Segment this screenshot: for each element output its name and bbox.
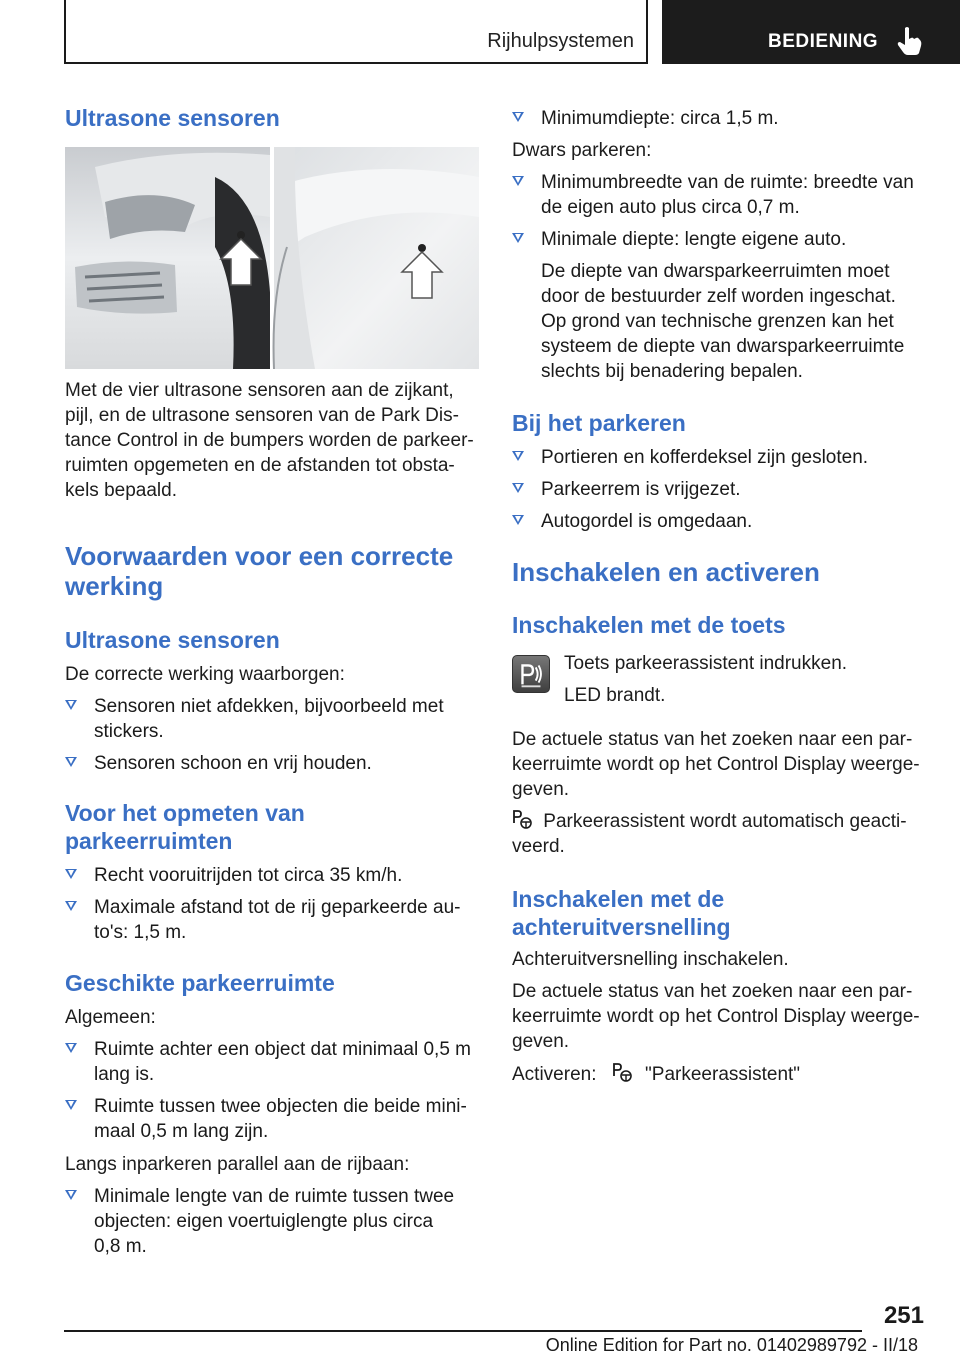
bullet-line: Sensoren schoon en vrij houden. bbox=[94, 753, 372, 774]
intro-line: kels bepaald. bbox=[65, 480, 177, 501]
heading-line: parkeerruimten bbox=[65, 828, 233, 854]
triangle-bullet-icon bbox=[512, 233, 524, 243]
bullet-line: Parkeerrem is vrijgezet. bbox=[541, 479, 741, 500]
bullet-line: Autogordel is omgedaan. bbox=[541, 511, 753, 532]
heading-voorwaarden bbox=[65, 541, 453, 601]
toets-instruction: Toets parkeerassistent indrukken. bbox=[564, 653, 848, 674]
bullet-line: Recht vooruitrijden tot circa 35 km/h. bbox=[94, 865, 403, 886]
triangle-bullet-icon bbox=[65, 1100, 77, 1110]
bullet-line: Minimale diepte: lengte eigene auto. bbox=[541, 229, 847, 250]
park-assist-button-icon bbox=[512, 655, 550, 693]
bullet-line: Minimumdiepte: circa 1,5 m. bbox=[541, 108, 779, 129]
footer-divider bbox=[64, 1330, 862, 1332]
ultrasonic-sensor-illustration bbox=[65, 147, 479, 369]
chapter-title: BEDIENING bbox=[768, 31, 879, 52]
footer-edition: Online Edition for Part no. 01402989792 - II/18 bbox=[545, 1335, 918, 1355]
status-line: De actuele status van het zoeken naar een par- bbox=[512, 981, 913, 1002]
bullet-line: lang is. bbox=[94, 1064, 155, 1085]
heading-line: Voorwaarden voor een correcte bbox=[65, 541, 454, 571]
pointing-hand-icon bbox=[896, 26, 922, 56]
heading-line: Voor het opmeten van bbox=[65, 800, 305, 826]
heading-opmeten bbox=[65, 799, 305, 855]
heading-ultrasone-sensoren-2: Ultrasone sensoren bbox=[65, 627, 280, 653]
bullet-line: Portieren en kofferdeksel zijn gesloten. bbox=[541, 447, 869, 468]
bullet-line: de eigen auto plus circa 0,7 m. bbox=[541, 197, 800, 218]
status-paragraph-2 bbox=[512, 979, 942, 1054]
heading-geschikte-parkeerruimte: Geschikte parkeerruimte bbox=[65, 970, 335, 996]
bullet-line: Ruimte tussen twee objecten die beide mini- bbox=[94, 1096, 467, 1117]
bullet-note-line: Op grond van technische grenzen kan het bbox=[541, 311, 894, 332]
intro-paragraph bbox=[65, 378, 485, 503]
auto-activation-line: veerd. bbox=[512, 836, 565, 857]
intro-line: pijl, en de ultrasone sensoren van de Park Dis- bbox=[65, 405, 459, 426]
bullet-note-line: door de bestuurder zelf worden ingeschat. bbox=[541, 286, 896, 307]
achteruit-paragraph: Achteruitversnelling inschakelen. bbox=[512, 949, 789, 970]
bullet-line: Maximale afstand tot de rij geparkeerde au- bbox=[94, 897, 461, 918]
led-status-text: LED brandt. bbox=[564, 685, 666, 706]
algemeen-paragraph: Algemeen: bbox=[65, 1007, 156, 1028]
bullet-line: stickers. bbox=[94, 721, 164, 742]
langs-paragraph: Langs inparkeren parallel aan de rijbaan: bbox=[65, 1154, 410, 1175]
header-section-box bbox=[64, 0, 648, 64]
triangle-bullet-icon bbox=[65, 901, 77, 911]
triangle-bullet-icon bbox=[65, 757, 77, 767]
section-title: Rijhulpsystemen bbox=[487, 30, 634, 52]
intro-line: ruimten opgemeten en de afstanden tot obsta- bbox=[65, 455, 455, 476]
triangle-bullet-icon bbox=[512, 483, 524, 493]
bullet-line: objecten: eigen voertuiglengte plus circa bbox=[94, 1211, 434, 1232]
activeren-label: Activeren: bbox=[512, 1064, 597, 1085]
heading-inschakelen-achteruit bbox=[512, 885, 731, 941]
status-line: De actuele status van het zoeken naar een par- bbox=[512, 729, 913, 750]
triangle-bullet-icon bbox=[512, 176, 524, 186]
triangle-bullet-icon bbox=[65, 1043, 77, 1053]
heading-line: Inschakelen met de bbox=[512, 886, 725, 912]
triangle-bullet-icon bbox=[65, 869, 77, 879]
intro-line: tance Control in de bumpers worden de parkeer- bbox=[65, 430, 474, 451]
activeren-menu-item: "Parkeerassistent" bbox=[645, 1064, 801, 1085]
heading-line: achteruitversnelling bbox=[512, 914, 731, 940]
header-chapter-tab[interactable] bbox=[662, 0, 960, 64]
triangle-bullet-icon bbox=[512, 112, 524, 122]
bullet-line: Minimumbreedte van de ruimte: breedte van bbox=[541, 172, 914, 193]
page-number: 251 bbox=[883, 1302, 924, 1329]
status-line: keerruimte wordt op het Control Display weerge- bbox=[512, 754, 920, 775]
intro-line: Met de vier ultrasone sensoren aan de zijkant, bbox=[65, 380, 454, 401]
bullet-line: 0,8 m. bbox=[94, 1236, 147, 1257]
bullet-line: maal 0,5 m lang zijn. bbox=[94, 1121, 269, 1142]
heading-line: werking bbox=[65, 571, 164, 601]
bullet-note-line: De diepte van dwarsparkeerruimten moet bbox=[541, 261, 890, 282]
heading-ultrasone-sensoren: Ultrasone sensoren bbox=[65, 105, 280, 131]
werking-paragraph: De correcte werking waarborgen: bbox=[65, 664, 345, 685]
triangle-bullet-icon bbox=[512, 451, 524, 461]
heading-bij-het-parkeren: Bij het parkeren bbox=[512, 410, 686, 436]
bullet-line: Sensoren niet afdekken, bijvoorbeeld met bbox=[94, 696, 444, 717]
bullet-note-line: systeem de diepte van dwarsparkeerruimte bbox=[541, 336, 905, 357]
park-assist-icon bbox=[512, 810, 534, 830]
auto-activation-paragraph bbox=[512, 809, 942, 859]
status-paragraph-1 bbox=[512, 727, 942, 802]
status-line: geven. bbox=[512, 779, 570, 800]
status-line: keerruimte wordt op het Control Display weerge- bbox=[512, 1006, 920, 1027]
triangle-bullet-icon bbox=[65, 1190, 77, 1200]
auto-activation-line: Parkeerassistent wordt automatisch geacti- bbox=[543, 811, 907, 832]
heading-inschakelen-activeren: Inschakelen en activeren bbox=[512, 557, 820, 587]
bullet-note-line: slechts bij benadering bepalen. bbox=[541, 361, 803, 382]
triangle-bullet-icon bbox=[512, 515, 524, 525]
activeren-paragraph bbox=[512, 1062, 800, 1087]
status-line: geven. bbox=[512, 1031, 570, 1052]
triangle-bullet-icon bbox=[65, 700, 77, 710]
bullet-line: to's: 1,5 m. bbox=[94, 922, 187, 943]
dwars-paragraph: Dwars parkeren: bbox=[512, 140, 652, 161]
heading-inschakelen-toets: Inschakelen met de toets bbox=[512, 612, 786, 638]
bullet-line: Ruimte achter een object dat minimaal 0,5 m bbox=[94, 1039, 472, 1060]
park-assist-icon bbox=[612, 1063, 634, 1083]
bullet-line: Minimale lengte van de ruimte tussen twee bbox=[94, 1186, 455, 1207]
